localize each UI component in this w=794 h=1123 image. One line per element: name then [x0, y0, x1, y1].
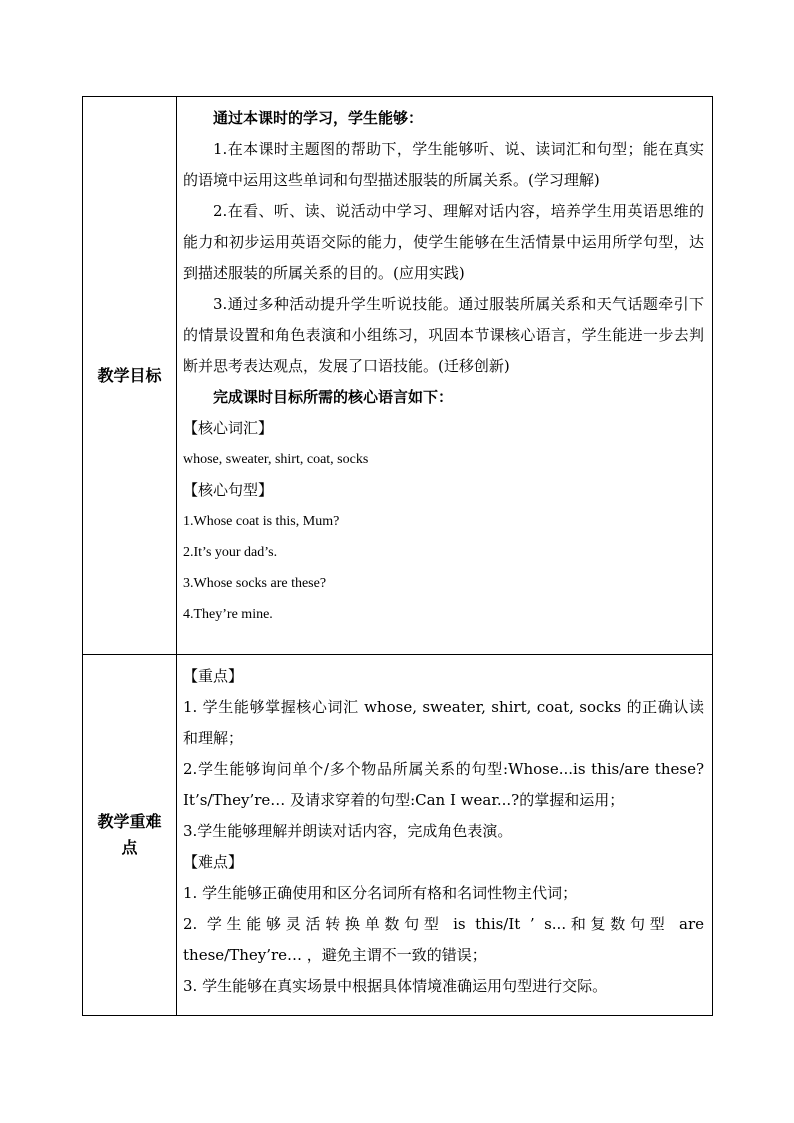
teaching-goals-content [177, 97, 713, 655]
core-sentence-3: 3.Whose socks are these? [183, 576, 327, 591]
difficult-points-heading: 【难点】 [183, 853, 244, 871]
difficult-point-1: 1. 学生能够正确使用和区分名词所有格和名词性物主代词； [183, 884, 578, 902]
key-points-heading: 【重点】 [183, 667, 244, 685]
key-point-3: 3.学生能够理解并朗读对话内容，完成角色表演。 [183, 822, 513, 840]
core-vocab-heading: 【核心词汇】 [183, 419, 274, 437]
difficult-point-3: 3. 学生能够在真实场景中根据具体情境准确运用句型进行交际。 [183, 977, 608, 995]
objective-2: 2.在看、听、读、说活动中学习、理解对话内容，培养学生用英语思维的能力和初步运用英语交际的能力，使学生能够在生活情景中运用所学句型，达到描述服装的所属关系的目的。(应用实践) [183, 202, 704, 282]
core-sentence-4: 4.They’re mine. [183, 607, 273, 622]
difficult-point-2: 2. 学生能够灵活转换单数句型 is this/It ’ s...和复数句型 are these/They’re… ，避免主谓不一致的错误； [183, 915, 704, 964]
key-point-1: 1. 学生能够掌握核心词汇 whose, sweater, shirt, coat, socks 的正确认读和理解； [183, 698, 704, 747]
core-sentence-1: 1.Whose coat is this, Mum? [183, 514, 340, 529]
lesson-plan-table [82, 96, 713, 1016]
key-points-row [83, 655, 713, 1016]
core-sentence-2: 2.It’s your dad’s. [183, 545, 278, 560]
key-points-label-line1: 教学重难 [97, 812, 162, 831]
objective-3: 3.通过多种活动提升学生听说技能。通过服装所属关系和天气话题牵引下的情景设置和角色表演和小组练习，巩固本节课核心语言，学生能进一步去判断并思考表达观点，发展了口语技能。(迁移创新) [183, 295, 704, 375]
key-points-label-line2: 点 [121, 838, 138, 857]
core-language-intro: 完成课时目标所需的核心语言如下： [213, 388, 454, 406]
core-vocab-list: whose, sweater, shirt, coat, socks [183, 452, 369, 467]
key-points-content [177, 655, 713, 1016]
core-sentence-heading: 【核心句型】 [183, 481, 274, 499]
objective-1: 1.在本课时主题图的帮助下，学生能够听、说、读词汇和句型；能在真实的语境中运用这些单词和句型描述服装的所属关系。(学习理解) [183, 140, 704, 189]
goals-intro: 通过本课时的学习，学生能够： [213, 109, 424, 127]
key-point-2: 2.学生能够询问单个/多个物品所属关系的句型:Whose...is this/are these? It’s/They’re… 及请求穿着的句型:Can I wear...?的掌握和运用； [183, 760, 704, 809]
teaching-goals-row [83, 97, 713, 655]
teaching-goals-label: 教学目标 [83, 97, 177, 655]
key-points-label [83, 655, 177, 1016]
